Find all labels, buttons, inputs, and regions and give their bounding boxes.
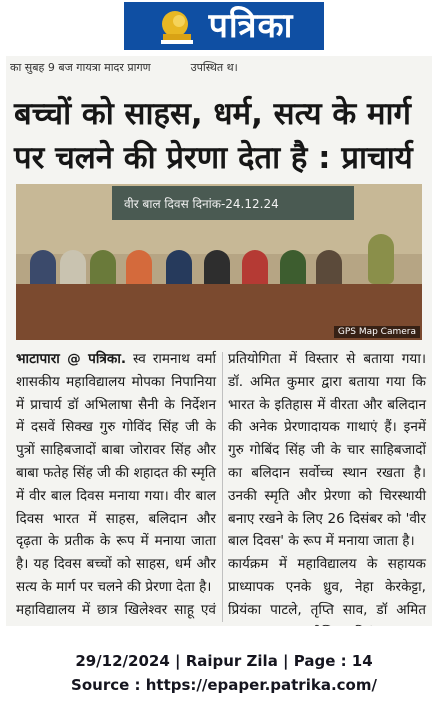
previous-article-strip <box>6 56 432 78</box>
headline: बच्चों को साहस, धर्म, सत्य के मार्ग पर चलने की प्रेरणा देता है : प्राचार्य <box>14 96 413 176</box>
brand-name: पत्रिका <box>208 6 294 46</box>
strip-right-text: उपस्थित थ। <box>190 60 238 74</box>
right-paragraph-2: कार्यक्रम में महाविद्यालय के सहायक प्राध्यापक एनके ध्रुव, नेहा केरकेट्टा, प्रियंका पाटले, तृप्ति साव, डॉ अमित <box>228 556 426 618</box>
footer-source: Source : https://epaper.patrika.com/ <box>71 676 377 694</box>
column-divider <box>222 352 223 622</box>
left-paragraph-1 <box>16 348 216 599</box>
strip-left-text: का सुबह 9 बज गायत्रा मादर प्रागण <box>10 60 151 74</box>
news-clipping <box>6 56 432 626</box>
right-paragraph-1: प्रतियोगिता में विस्तार से बताया गया। डॉ. अमित कुमार द्वारा बताया गया कि भारत के इतिहास में वीरता और बलिदान की अनेक प्रेरणादायक गाथाएं हैं। इनमें गुरु गोबिंद सिंह जी के चार साहिबजादों का बलिदान सर्वोच्च स्थान रखता है। उनकी स्मृति और प्रेरणा को चिरस्थायी बनाए रखने के लिए 26 दिसंबर को 'वीर बाल दिवस' के रूप में मनाया जाता है। <box>228 351 426 550</box>
dateline: भाटापारा @ पत्रिका. <box>16 351 127 367</box>
left-paragraph-2: महाविद्यालय में छात्र खिलेश्वर साहू एवं <box>16 601 216 618</box>
left-paragraph-1-text: स्व रामनाथ वर्मा शासकीय महाविद्यालय मोपका निपानिया में प्राचार्य डॉ अभिलाषा सैनी के निर्देशन में दसवें सिक्ख गुरु गोविंद सिंह जी के पुत्रों साहिबजादों बाबा जोरावर सिंह और बाबा फतेह सिंह जी की शहादत की स्मृति में वीर बाल दिवस मनाया गया। वीर बाल दिवस भारत में साहस, बलिदान और दृढ़ता के प्रतीक के रूप में मनाया जाता है। यह दिवस बच्चों को साहस, धर्म और सत्य के मार्ग पर चलने की प्रेरणा देता है। <box>16 351 216 595</box>
footer-publication-info: 29/12/2024 | Raipur Zila | Page : 14 <box>75 652 373 670</box>
photo-person <box>368 234 394 284</box>
left-column <box>16 348 216 626</box>
photo-watermark: GPS Map Camera <box>334 326 420 338</box>
lion-icon <box>155 6 199 46</box>
right-column <box>228 348 426 626</box>
photo-board-text: वीर बाल दिवस दिनांक-24.12.24 <box>112 186 354 220</box>
event-photo <box>16 184 422 340</box>
masthead <box>124 2 324 50</box>
